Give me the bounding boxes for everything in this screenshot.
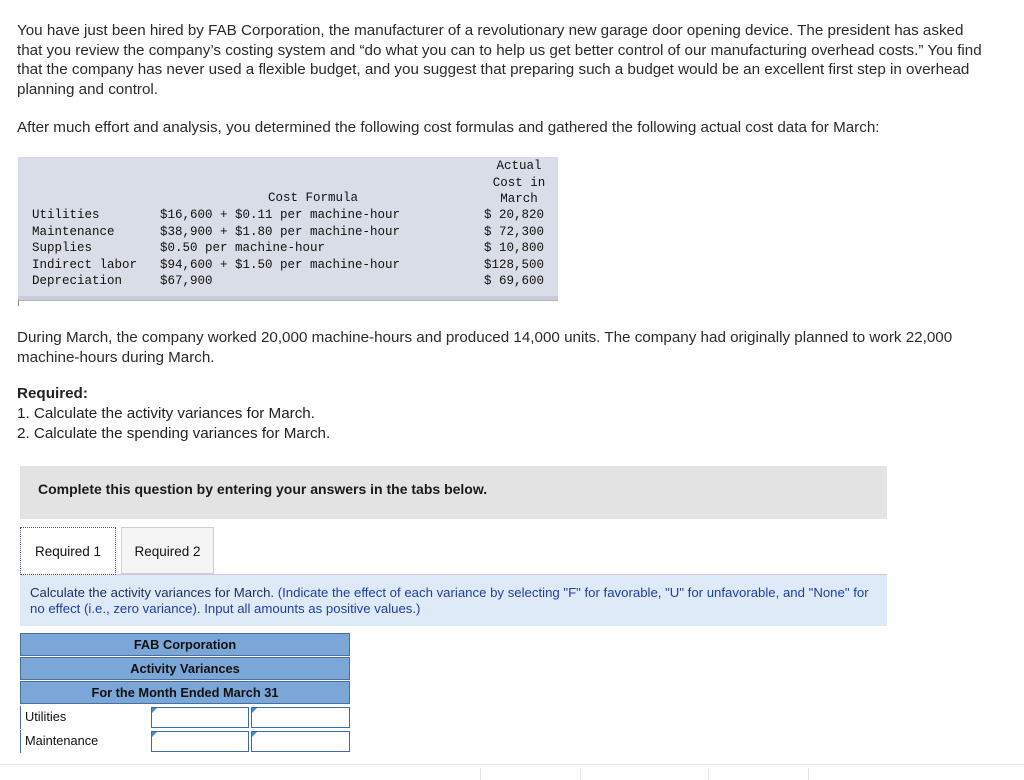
- cost-formula-header: Cost Formula: [267, 191, 358, 205]
- cost-row-actual: $128,500: [484, 257, 545, 272]
- tab-prompt: [30, 585, 880, 617]
- tab-prompt-note: (Indicate the effect of each variance by selecting "F" for favorable, "U" for unfavorable, and "None" for no effect (i.e., zero variance). Input all amounts as positive values.): [30, 585, 869, 616]
- required-item: 2. Calculate the spending variances for March.: [17, 425, 331, 442]
- tab-prompt-main: Calculate the activity variances for March.: [30, 585, 275, 600]
- tab-required-2[interactable]: Required 2: [121, 527, 214, 574]
- cost-row-name: Indirect labor: [32, 257, 138, 272]
- instruction-bar: [20, 466, 887, 519]
- cost-row-actual: $ 10,800: [484, 241, 545, 256]
- intro-paragraph: You have just been hired by FAB Corporation, the manufacturer of a revolutionary new garage door opening device. The president has asked that you review the company’s costing system and “do what you can to help us get better control of our manufacturing overhead costs.” You find that the company has never used a flexible budget, and you suggest that preparing such a budget would be an excellent first step in overhead planning and control.: [17, 22, 982, 98]
- page-bottom-divider: [0, 764, 1024, 765]
- cost-row-formula: $67,900: [160, 274, 213, 289]
- variance-table-period: For the Month Ended March 31: [20, 681, 350, 704]
- tab-prompt-box: [20, 575, 887, 626]
- cost-row-actual: $ 20,820: [484, 208, 545, 222]
- cost-row-formula: $38,900 + $1.80 per machine-hour: [160, 224, 401, 239]
- page-bottom-tick: [480, 768, 481, 780]
- cost-row-formula: $16,600 + $0.11 per machine-hour: [160, 208, 401, 222]
- page-bottom-tick: [708, 768, 709, 780]
- utilities-amount-input[interactable]: [151, 707, 249, 728]
- cost-row-actual: $ 69,600: [484, 274, 545, 289]
- page-bottom-tick: [808, 768, 809, 780]
- utilities-effect-select[interactable]: [251, 707, 350, 728]
- variance-table-title: Activity Variances: [20, 657, 350, 680]
- cost-row-name: Depreciation: [32, 274, 123, 289]
- required-heading: Required:: [17, 385, 88, 402]
- cost-row-name: Maintenance: [32, 224, 115, 239]
- cost-data-intro: After much effort and analysis, you determined the following cost formulas and gathered the following actual cost data for March:: [17, 119, 880, 136]
- maintenance-effect-select[interactable]: [251, 731, 350, 752]
- cost-row-name: Supplies: [32, 241, 93, 256]
- instruction-text: Complete this question by entering your answers in the tabs below.: [38, 481, 488, 497]
- required-item: 1. Calculate the activity variances for March.: [17, 405, 315, 422]
- tab-required-1[interactable]: Required 1: [20, 527, 116, 575]
- required-list: [17, 404, 330, 444]
- variance-table-company: FAB Corporation: [20, 633, 350, 656]
- cost-row-formula: $94,600 + $1.50 per machine-hour: [160, 257, 401, 272]
- actual-cost-header: Actual Cost in March: [492, 159, 546, 207]
- cost-table-divider: [18, 300, 558, 301]
- cost-table-corner-mark: [18, 300, 19, 306]
- march-activity-paragraph: During March, the company worked 20,000 machine-hours and produced 14,000 units. The company had originally planned to work 22,000 machine-hours during March.: [17, 329, 953, 366]
- cost-row-formula: $0.50 per machine-hour: [160, 241, 326, 256]
- cost-row-name: Utilities: [32, 208, 100, 222]
- variance-row-label: Utilities: [20, 706, 150, 729]
- maintenance-amount-input[interactable]: [151, 731, 249, 752]
- page-bottom-tick: [580, 768, 581, 780]
- cost-formula-table: [18, 157, 558, 303]
- cost-row-actual: $ 72,300: [484, 224, 545, 239]
- variance-row-label: Maintenance: [20, 730, 150, 753]
